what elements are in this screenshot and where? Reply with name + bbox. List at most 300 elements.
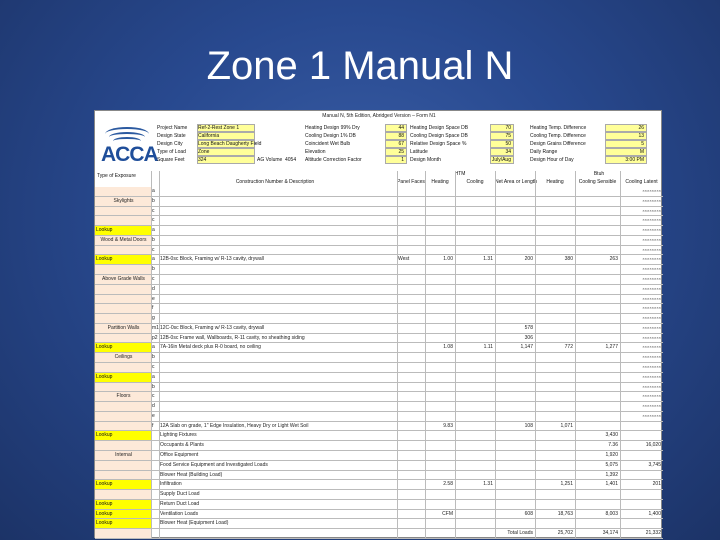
cell-area[interactable]: 108 [524, 422, 533, 429]
cell-code: b [152, 383, 155, 390]
cell-bc [575, 236, 620, 245]
cell-bh [535, 265, 575, 274]
cell-face [397, 295, 425, 304]
cell-area[interactable] [495, 519, 535, 528]
header-value: California [198, 133, 220, 139]
table-row [95, 373, 663, 383]
cell-area[interactable] [495, 480, 535, 489]
cell-area[interactable]: 200 [524, 256, 533, 263]
cell-desc[interactable] [159, 236, 397, 245]
cell-h [425, 451, 455, 460]
header-label: Relative Design Space % [410, 141, 467, 147]
section-label: Ceilings [95, 353, 151, 362]
hatched-cell: ×××××××× [642, 197, 661, 203]
column-group-header: Btuh [593, 171, 605, 177]
cell-bc: 1,401 [605, 481, 618, 488]
cell-bh: 1,251 [560, 481, 573, 488]
column-header: Cooling Sensible [578, 179, 617, 185]
column-header: Type of Exposure [97, 173, 136, 179]
cell-h [425, 265, 455, 274]
cell-area[interactable] [495, 402, 535, 411]
cell-h [425, 461, 455, 470]
header-value: Zone [198, 149, 210, 155]
cell-h: CFM [442, 510, 453, 517]
table-row [95, 197, 663, 207]
hatched-cell: ×××××××× [642, 285, 661, 291]
cell-bc: 5,075 [605, 461, 618, 468]
slide-title: Zone 1 Manual N [206, 44, 514, 88]
cell-c [455, 510, 495, 519]
cell-desc[interactable] [159, 207, 397, 216]
cell-area[interactable] [495, 412, 535, 421]
cell-bl [620, 422, 663, 431]
cell-h: 1.08 [443, 344, 453, 351]
cell-area[interactable] [495, 295, 535, 304]
cell-code [151, 490, 159, 499]
header-label: Cooling Design Space DB [410, 133, 468, 139]
cell-code: a [152, 344, 155, 351]
cell-h [425, 304, 455, 313]
cell-code: f [152, 422, 154, 429]
cell-desc[interactable]: Lighting Fixtures [160, 432, 197, 439]
hatched-cell: ×××××××× [642, 256, 661, 262]
cell-h [425, 226, 455, 235]
cell-face [397, 343, 425, 352]
column-divider [425, 171, 426, 539]
cell-c [455, 490, 495, 499]
cell-face [397, 314, 425, 323]
column-divider [397, 171, 398, 539]
cell-area[interactable] [495, 265, 535, 274]
table-row [95, 265, 663, 275]
header-label: Daily Range [530, 149, 558, 155]
header-value-field[interactable] [605, 124, 647, 132]
cell-bh [535, 334, 575, 343]
cell-area[interactable]: Total Loads [507, 530, 533, 537]
cell-h: 9.83 [443, 422, 453, 429]
cell-code: c [152, 364, 155, 370]
header-value-field[interactable] [197, 124, 255, 132]
table-row [95, 392, 663, 402]
header-value: 44 [398, 125, 404, 131]
cell-h [425, 216, 455, 225]
cell-code [151, 529, 159, 538]
cell-area[interactable] [495, 431, 535, 440]
header-value-field[interactable] [605, 156, 647, 164]
section-label [95, 422, 151, 431]
table-row [95, 314, 663, 324]
table-row [95, 431, 663, 441]
cell-bh: 1,071 [560, 422, 573, 429]
spreadsheet-form [94, 110, 662, 538]
table-row [95, 295, 663, 305]
cell-face [397, 402, 425, 411]
cell-face [397, 304, 425, 313]
section-label [95, 314, 151, 323]
cell-code [151, 500, 159, 509]
column-header: Cooling Latent [625, 179, 658, 185]
load-table [95, 171, 663, 539]
cell-bc [575, 246, 620, 255]
cell-h [425, 471, 455, 480]
header-value-field[interactable] [605, 148, 647, 156]
cell-area[interactable] [495, 314, 535, 323]
cell-bh [535, 226, 575, 235]
column-divider [495, 171, 496, 539]
cell-code: c [152, 393, 155, 400]
section-label [95, 461, 151, 470]
cell-desc[interactable] [159, 285, 397, 294]
hatched-cell: ×××××××× [642, 315, 661, 321]
cell-area[interactable] [495, 471, 535, 480]
header-label: Cooling Design 1% DB [305, 133, 356, 139]
header-label: Design State [157, 133, 186, 139]
cell-area[interactable] [495, 451, 535, 460]
cell-face [397, 392, 425, 401]
column-divider [535, 171, 536, 539]
cell-bl: 3,745 [648, 461, 661, 468]
hatched-cell: ×××××××× [642, 305, 661, 311]
section-label: Above Grade Walls [95, 275, 151, 284]
table-row [95, 216, 663, 226]
cell-desc[interactable] [159, 353, 397, 362]
cell-c [455, 471, 495, 480]
cell-area[interactable] [495, 207, 535, 216]
header-value: 34 [505, 149, 511, 155]
cell-bc [575, 392, 620, 401]
cell-desc[interactable]: Supply Duct Load [160, 491, 200, 498]
section-label [95, 207, 151, 216]
cell-desc[interactable] [159, 314, 397, 323]
cell-code: c [152, 246, 155, 253]
cell-area[interactable] [495, 187, 535, 196]
header-value-field[interactable] [490, 140, 514, 148]
header-label: Coincident Wet Bulb [305, 141, 351, 147]
hatched-cell: ×××××××× [642, 383, 661, 389]
cell-desc[interactable] [159, 216, 397, 225]
cell-h [425, 236, 455, 245]
cell-face [397, 529, 425, 538]
header-value: M [639, 149, 644, 155]
cell-code: c [152, 276, 155, 282]
cell-face [397, 285, 425, 294]
cell-face [397, 216, 425, 225]
cell-area[interactable] [495, 216, 535, 225]
lookup-button[interactable]: Lookup [95, 343, 151, 352]
header-label: Type of Load [157, 149, 186, 155]
cell-bh [535, 295, 575, 304]
cell-code [151, 510, 159, 519]
hatched-cell: ×××××××× [642, 188, 661, 193]
cell-area[interactable] [495, 490, 535, 499]
cell-area[interactable] [495, 500, 535, 509]
cell-c [455, 461, 495, 470]
cell-c [455, 519, 495, 528]
table-row [95, 324, 663, 334]
cell-bc [575, 422, 620, 431]
cell-bh [535, 246, 575, 255]
cell-bl: 201 [652, 481, 661, 488]
cell-bc: 263 [609, 256, 618, 263]
cell-bc [575, 207, 620, 216]
hatched-cell: ×××××××× [642, 334, 661, 340]
cell-desc[interactable]: Office Equipment [160, 452, 199, 458]
cell-area[interactable] [495, 197, 535, 206]
table-row [95, 461, 663, 471]
header-value-field[interactable] [490, 124, 514, 132]
header-value-field[interactable] [490, 148, 514, 156]
table-row [95, 334, 663, 344]
header-value-field[interactable] [197, 148, 255, 156]
cell-face [397, 461, 425, 470]
header-value-field[interactable] [197, 132, 255, 140]
cell-bc [575, 490, 620, 499]
cell-desc[interactable] [159, 383, 397, 392]
cell-bc [575, 304, 620, 313]
cell-c [455, 353, 495, 362]
header-value-field[interactable] [385, 148, 407, 156]
table-row [95, 275, 663, 285]
cell-area[interactable]: 306 [524, 334, 533, 341]
cell-desc[interactable] [159, 187, 397, 196]
lookup-button[interactable]: Lookup [95, 480, 151, 489]
cell-desc[interactable]: Occupants & Plants [160, 442, 204, 449]
cell-bh [535, 314, 575, 323]
table-row [95, 402, 663, 412]
cell-h [425, 363, 455, 372]
cell-area[interactable] [495, 226, 535, 235]
cell-desc[interactable] [159, 363, 397, 372]
table-row [95, 519, 663, 529]
lookup-button[interactable]: Lookup [95, 500, 151, 509]
cell-bl [620, 431, 663, 440]
cell-area[interactable] [495, 304, 535, 313]
cell-c [455, 529, 495, 538]
cell-desc[interactable] [159, 197, 397, 206]
header-label: Square Feet [157, 157, 185, 163]
header-value-field[interactable] [605, 132, 647, 140]
section-label [95, 412, 151, 421]
cell-code [151, 441, 159, 450]
cell-desc[interactable] [159, 226, 397, 235]
sheet-title: Manual N, 5th Edition, Abridged Version – Form N1 [322, 113, 436, 119]
cell-h [425, 246, 455, 255]
cell-face [397, 471, 425, 480]
cell-bh [535, 304, 575, 313]
table-row [95, 353, 663, 363]
table-row [95, 187, 663, 197]
cell-desc[interactable]: 12B-0sc Frame wall, Wallboards, R-11 cavity, no sheathing siding [160, 334, 305, 341]
cell-face [397, 353, 425, 362]
cell-area[interactable]: 578 [524, 324, 533, 331]
cell-c: 1.31 [483, 481, 493, 488]
lookup-button[interactable]: Lookup [95, 431, 151, 440]
cell-bh [535, 412, 575, 421]
section-label [95, 471, 151, 480]
cell-area[interactable]: 608 [524, 510, 533, 517]
header-value-field[interactable] [385, 132, 407, 140]
lookup-button[interactable]: Lookup [95, 519, 151, 528]
header-label: Heating Design Space DB [410, 125, 469, 131]
cell-c [455, 216, 495, 225]
cell-desc[interactable] [159, 265, 397, 274]
cell-area[interactable] [495, 246, 535, 255]
header-value: 50 [505, 141, 511, 147]
cell-desc[interactable]: 7A-16in Metal deck plus R-0 board, no ceiling [160, 344, 261, 351]
cell-desc[interactable]: Ventilation Loads [160, 510, 199, 517]
cell-desc[interactable]: Return Duct Load [160, 500, 200, 507]
cell-desc[interactable] [159, 412, 397, 421]
header-value-field[interactable] [385, 140, 407, 148]
header-value-field[interactable] [197, 140, 262, 148]
cell-h [425, 431, 455, 440]
cell-face [397, 451, 425, 460]
cell-bh: 380 [564, 256, 573, 263]
cell-code: b [152, 354, 155, 361]
column-group-header: HTM [454, 171, 466, 177]
cell-desc[interactable] [159, 529, 397, 538]
cell-c [455, 373, 495, 382]
lookup-button[interactable]: Lookup [95, 510, 151, 519]
cell-bc [575, 187, 620, 196]
cell-bl: 21,332 [645, 530, 661, 537]
cell-code: e [152, 412, 155, 419]
header-value-field[interactable] [490, 132, 514, 140]
cell-desc[interactable]: 12C-0sc Block, Framing w/ R-13 cavity, drywall [160, 324, 265, 331]
cell-area[interactable] [495, 285, 535, 294]
cell-area[interactable] [495, 363, 535, 372]
section-label [95, 246, 151, 255]
column-divider [575, 171, 576, 539]
cell-c [455, 295, 495, 304]
lookup-button[interactable]: Lookup [95, 226, 151, 235]
header-value-field[interactable] [197, 156, 255, 164]
header-label: Heating Design 99% Dry [305, 125, 360, 131]
header-label: Design Hour of Day [530, 157, 574, 163]
cell-c: 1.11 [483, 344, 493, 351]
cell-face [397, 422, 425, 431]
cell-h [425, 285, 455, 294]
cell-bl [620, 519, 663, 528]
lookup-button[interactable]: Lookup [95, 255, 151, 264]
cell-code [151, 451, 159, 460]
cell-bh [535, 461, 575, 470]
cell-face [397, 265, 425, 274]
table-row [95, 343, 663, 353]
cell-bc: 1,277 [605, 344, 618, 351]
cell-bl [620, 451, 663, 460]
cell-h [425, 402, 455, 411]
hatched-cell: ×××××××× [642, 324, 661, 330]
cell-desc[interactable]: Blower Heat (Equipment Load) [160, 520, 229, 527]
lookup-button[interactable]: Lookup [95, 373, 151, 382]
ag-volume-value: 4054 [285, 157, 297, 163]
section-label [95, 383, 151, 392]
cell-bh [535, 441, 575, 450]
hatched-cell: ×××××××× [642, 344, 661, 350]
cell-area[interactable] [495, 373, 535, 382]
cell-area[interactable]: 1,147 [520, 344, 533, 351]
cell-bc [575, 500, 620, 509]
cell-area[interactable] [495, 353, 535, 362]
table-row [95, 500, 663, 510]
cell-area[interactable] [495, 275, 535, 284]
cell-area[interactable] [495, 461, 535, 470]
header-label: Design City [157, 141, 183, 147]
cell-desc[interactable] [159, 246, 397, 255]
table-row [95, 471, 663, 481]
cell-desc[interactable] [159, 392, 397, 401]
hatched-cell: ×××××××× [642, 266, 661, 272]
hatched-cell: ×××××××× [642, 403, 661, 409]
header-label: Altitude Correction Factor [305, 157, 362, 163]
cell-bc [575, 363, 620, 372]
cell-desc[interactable]: 12A Slab on grade, 1" Edge Insulation, Heavy Dry or Light Wet Soil [160, 422, 309, 429]
cell-c: 1.31 [483, 256, 493, 263]
cell-h [425, 519, 455, 528]
cell-desc[interactable] [159, 402, 397, 411]
cell-desc[interactable] [159, 295, 397, 304]
cell-desc[interactable]: Infiltration [160, 481, 182, 488]
cell-area[interactable] [495, 441, 535, 450]
cell-bc [575, 383, 620, 392]
cell-c [455, 246, 495, 255]
column-divider [455, 171, 456, 539]
header-value-field[interactable] [605, 140, 647, 148]
header-value: 25 [398, 149, 404, 155]
cell-c [455, 226, 495, 235]
cell-bc [575, 197, 620, 206]
cell-area[interactable] [495, 392, 535, 401]
cell-h [425, 373, 455, 382]
cell-h [425, 295, 455, 304]
cell-desc[interactable]: Blower Heat (Building Load) [160, 471, 223, 478]
cell-bh [535, 216, 575, 225]
cell-desc[interactable]: 12B-0sc Block, Framing w/ R-13 cavity, drywall [160, 256, 264, 263]
table-row [95, 363, 663, 373]
header-value: 324 [198, 157, 207, 163]
cell-bc [575, 353, 620, 362]
header-value: 75 [505, 133, 511, 139]
header-value: Ref-2-Rest Zone 1 [198, 125, 240, 131]
cell-area[interactable] [495, 383, 535, 392]
cell-c [455, 285, 495, 294]
header-label: Design Month [410, 157, 441, 163]
header-value-field[interactable] [490, 156, 514, 164]
hatched-cell: ×××××××× [642, 236, 661, 242]
cell-h [425, 187, 455, 196]
cell-bh [535, 373, 575, 382]
cell-area[interactable] [495, 236, 535, 245]
section-label: Wood & Metal Doors [95, 236, 151, 245]
column-header: Heating [546, 179, 564, 185]
cell-c [455, 304, 495, 313]
cell-desc[interactable] [159, 304, 397, 313]
cell-h [425, 207, 455, 216]
cell-desc[interactable]: Food Service Equipment and Investigated Loads [160, 461, 268, 468]
cell-desc[interactable] [159, 275, 397, 284]
cell-code: b [152, 236, 155, 243]
column-divider [159, 171, 160, 539]
cell-h [425, 490, 455, 499]
header-value-field[interactable] [385, 156, 407, 164]
cell-bc [575, 216, 620, 225]
cell-bc [575, 275, 620, 284]
cell-h [425, 334, 455, 343]
cell-desc[interactable] [159, 373, 397, 382]
header-value-field[interactable] [385, 124, 407, 132]
cell-face [397, 324, 425, 333]
